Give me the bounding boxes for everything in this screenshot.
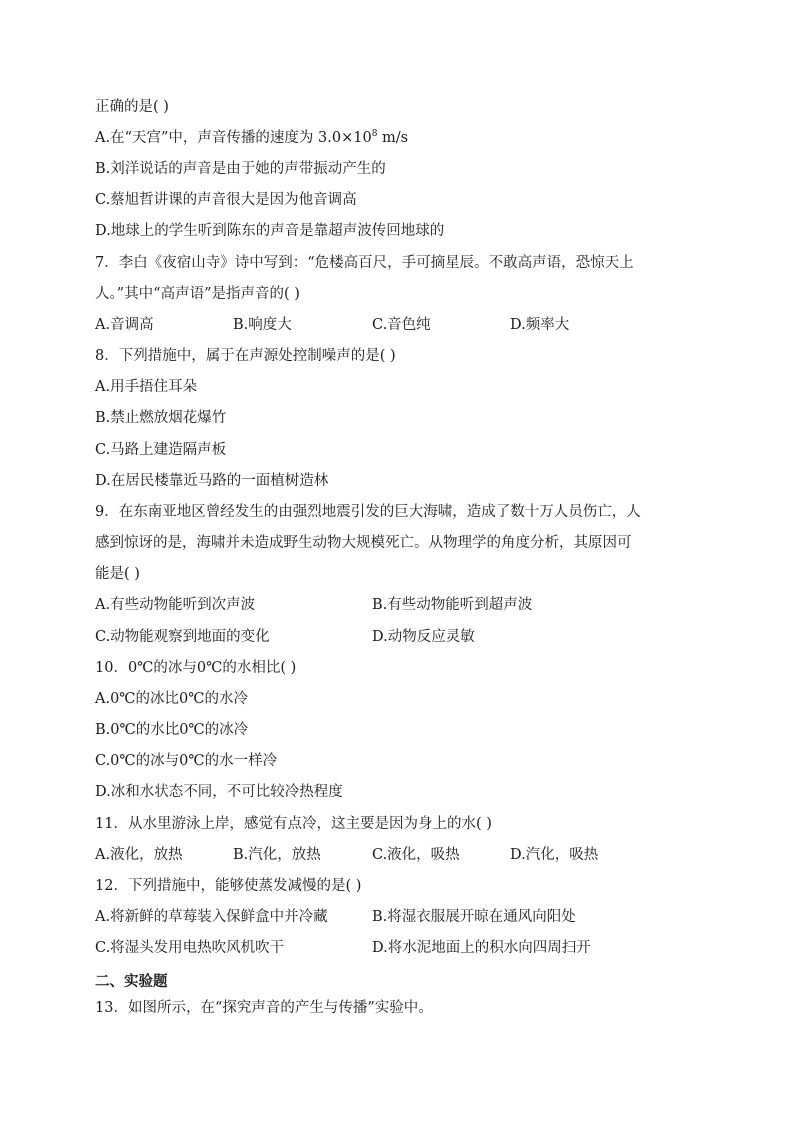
q10-option-a: A.0℃的冰比0℃的水冷: [95, 691, 248, 707]
q12-option-c: C.将湿头发用电热吹风机吹干: [95, 940, 285, 956]
q11-option-d: D.汽化，吸热: [510, 847, 599, 863]
q7-stem-line2: 人。”其中“高声语”是指声音的( ): [95, 286, 300, 302]
q6-option-b: B.刘洋说话的声音是由于她的声带振动产生的: [95, 161, 386, 177]
q11-option-a: A.液化，放热: [95, 847, 183, 863]
q9-option-c: C.动物能观察到地面的变化: [95, 629, 270, 645]
q9-stem-line1: 9．在东南亚地区曾经发生的由强烈地震引发的巨大海啸，造成了数十万人员伤亡，人: [95, 504, 641, 520]
q7-option-a: A.音调高: [95, 317, 154, 333]
q12-option-a: A.将新鲜的草莓装入保鲜盒中并冷藏: [95, 909, 328, 925]
q6-option-a-text: A.在“天宫”中，声音传播的速度为 3.0×10: [95, 130, 372, 146]
q10-option-d: D.冰和水状态不同，不可比较冷热程度: [95, 784, 343, 800]
q12-option-d: D.将水泥地面上的积水向四周扫开: [372, 940, 591, 956]
q7-option-b: B.响度大: [233, 317, 292, 333]
q9-option-d: D.动物反应灵敏: [372, 629, 475, 645]
q6-option-a-exponent: 8: [371, 129, 378, 140]
q11-option-c: C.液化，吸热: [372, 847, 460, 863]
q8-option-d: D.在居民楼靠近马路的一面植树造林: [95, 473, 329, 489]
q10-option-c: C.0℃的冰与0℃的水一样冷: [95, 753, 278, 769]
q6-option-c: C.蔡旭哲讲课的声音很大是因为他音调高: [95, 192, 357, 208]
q7-stem-line1: 7．李白《夜宿山寺》诗中写到：“危楼高百尺，手可摘星辰。不敢高声语，恐惊天上: [95, 255, 634, 271]
q6-option-d: D.地球上的学生听到陈东的声音是靠超声波传回地球的: [95, 223, 445, 239]
q13-stem: 13．如图所示，在“探究声音的产生与传播”实验中。: [95, 1000, 433, 1016]
q9-stem-line3: 能是( ): [95, 566, 140, 582]
q11-stem: 11．从水里游泳上岸，感觉有点冷，这主要是因为身上的水( ): [95, 816, 492, 832]
q9-stem-line2: 感到惊讶的是，海啸并未造成野生动物大规模死亡。从物理学的角度分析，其原因可: [95, 535, 632, 551]
q7-option-c: C.音色纯: [372, 317, 431, 333]
q12-option-b: B.将湿衣服展开晾在通风向阳处: [372, 909, 576, 925]
q9-option-a: A.有些动物能听到次声波: [95, 597, 256, 613]
q8-stem: 8．下列措施中，属于在声源处控制噪声的是( ): [95, 348, 396, 364]
section-title-experiment: 二、实验题: [95, 973, 168, 990]
q6-option-a: [95, 128, 408, 148]
q9-option-b: B.有些动物能听到超声波: [372, 597, 533, 613]
q6-stem: 正确的是( ): [95, 99, 169, 115]
q8-option-c: C.马路上建造隔声板: [95, 442, 227, 458]
q11-option-b: B.汽化，放热: [233, 847, 321, 863]
q6-option-a-unit: m/s: [377, 130, 409, 146]
q8-option-a: A.用手捂住耳朵: [95, 379, 198, 395]
q8-option-b: B.禁止燃放烟花爆竹: [95, 410, 227, 426]
q10-stem: 10．0℃的冰与0℃的水相比( ): [95, 660, 297, 676]
q12-stem: 12．下列措施中，能够使蒸发减慢的是( ): [95, 878, 362, 894]
q10-option-b: B.0℃的水比0℃的冰冷: [95, 722, 249, 738]
q7-option-d: D.频率大: [510, 317, 570, 333]
